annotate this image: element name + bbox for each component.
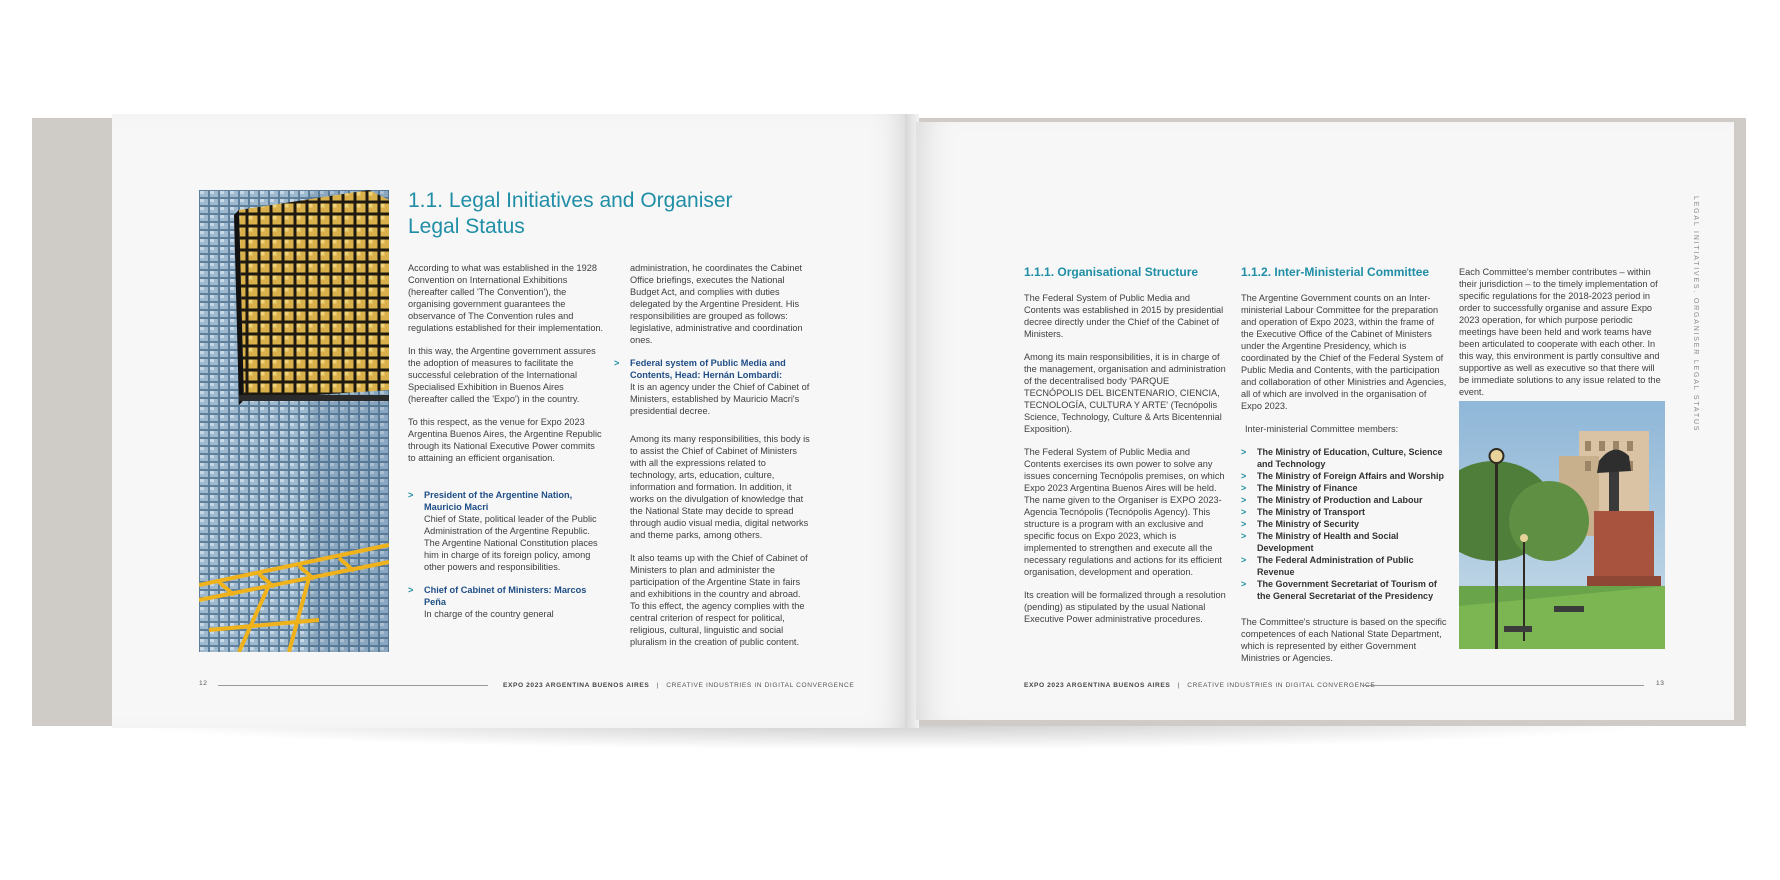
building-photo [199,190,389,652]
members-label: Inter-ministerial Committee members: [1245,424,1399,434]
left-column-1 [408,262,604,631]
right-column-2 [1241,266,1447,675]
list-item: > The Government Secretariat of Tourism of the General Secretariat of the Presidency [1241,579,1437,601]
paragraph: According to what was established in the 1928 Convention on International Exhibitions (hereafter called 'The Convention'), the organising government guarantees the observance of The Convention rules and regulations established for their implementation. [408,263,604,333]
page-number-left: 12 [199,680,208,687]
chevron-right-icon: > [1241,531,1247,541]
chevron-right-icon: > [1241,471,1247,481]
right-column-1 [1024,266,1229,636]
list-item: > The Ministry of Security [1241,519,1360,529]
paragraph: Among its many responsibilities, this body is to assist the Chief of Cabinet of Ministers with all the expressions related to technology, arts, education, culture, information and formation. In addition, it works on the divulgation of knowledge that the National State may decide to spread through audio visual media, digital networks and theme parks, among others. [630,434,810,540]
footer-rule [1362,685,1644,686]
chevron-right-icon: > [1241,483,1247,493]
bullet-federal-system: > Federal system of Public Media and Contents, Head: Hernán Lombardi: It is an agency under the Chief of Cabinet of Ministers, established by Mauricio Macri's presidential decree. [614,358,810,416]
section-title: 1.1.1. Organisational Structure [1024,265,1199,279]
chevron-right-icon: > [1241,447,1247,457]
park-photo [1459,401,1665,649]
section-title: 1.1.2. Inter-Ministerial Committee [1241,265,1430,279]
list-item: > The Ministry of Health and Social Development [1241,531,1399,553]
list-item: > The Ministry of Education, Culture, Science and Technology [1241,447,1443,469]
paragraph: To this respect, as the venue for Expo 2023 Argentina Buenos Aires, the Argentine Republic through its National Executive Power commits to attaining an efficient organisation. [408,417,602,463]
page-title: 1.1. Legal Initiatives and Organiser Legal Status [408,189,733,238]
page-number-right: 13 [1656,680,1665,687]
vertical-section-label: LEGAL INITIATIVES. ORGANISER LEGAL STATUS [1692,196,1699,433]
footer-left: EXPO 2023 ARGENTINA BUENOS AIRES | CREATIVE INDUSTRIES IN DIGITAL CONVERGENCE [503,682,855,689]
paragraph: The Committee's structure is based on the specific competences of each National State Department, which is represented by either Government Ministries or Agencies. [1241,617,1447,663]
paragraph: The Federal System of Public Media and Contents was established in 2015 by presidential decree directly under the Chief of the Cabinet of Ministers. [1024,293,1224,339]
paragraph: It also teams up with the Chief of Cabinet of Ministers to plan and administer the participation of the Argentine State in fairs and exhibitions in the country and abroad. To this effect, the agency complies with the central criterion of respect for political, religious, cultural, linguistic and social pluralism in the creation of public content. [630,553,808,647]
paragraph: The Argentine Government counts on an Inter-ministerial Labour Committee for the preparation and operation of Expo 2023, within the frame of the Executive Office of the Cabinet of Ministers under the Argentine Presidency, which is coordinated by the Chief of the Federal System of Public Media and Contents, with the participation and collaboration of other Ministries and Agencies, all of which are involved in the organisation of Expo 2023. [1241,293,1447,411]
chevron-right-icon: > [1241,507,1247,517]
paragraph: administration, he coordinates the Cabinet Office briefings, executes the National Budget Act, and complies with duties delegated by the Argentine President. His responsibilities are grouped as follows: legislative, administrative and coordination ones. [630,263,803,345]
bullet-chief-cabinet: > Chief of Cabinet of Ministers: Marcos Peña In charge of the country general [408,585,587,619]
paragraph: The Federal System of Public Media and Contents exercises its own power to solve any issues concerning Tecnópolis premises, on which Expo 2023 Argentina Buenos Aires will be held. The name given to the Organiser is EXPO 2023-Agencia Tecnópolis (Tecnópolis Agency). This structure is a program with an exclusive and specific focus on Expo 2023, which is implemented to strengthen and execute all the necessary regulations and actions for its efficient organisation, development and operation. [1024,447,1225,577]
bullet-president: > President of the Argentine Nation, Mauricio Macri Chief of State, political leader of the Public Administration of the Argentine Republic. The Argentine National Constitution places him in charge of its foreign policy, among other powers and responsibilities. [408,490,598,572]
paragraph: Among its main responsibilities, it is in charge of the management, organisation and administration of the decentralised body 'PARQUE TECNÓPOLIS DEL BICENTENARIO, CIENCIA, TECNOLOGÍA, CULTURA Y ARTE' (Tecnópolis Science, Technology, Culture & Arts Bicentennial Exposition). [1024,352,1226,434]
list-item: > The Federal Administration of Public Revenue [1241,555,1414,577]
chevron-right-icon: > [1241,519,1247,529]
list-item: > The Ministry of Production and Labour [1241,495,1423,505]
chevron-right-icon: > [1241,579,1247,589]
paragraph: In this way, the Argentine government assures the adoption of measures to facilitate the successful celebration of the International Specialised Exhibition in Buenos Aires (hereafter called the 'Expo') in the country. [408,346,596,404]
ministries-list [1241,446,1447,602]
chevron-right-icon: > [614,358,620,368]
right-column-3 [1459,266,1667,409]
paragraph: Each Committee's member contributes – within their jurisdiction – to the timely implementation of specific regulations for the 2018-2023 period in order to successfully organise and assure Expo 2023 operation, for which purpose periodic meetings have been held and work teams have been articulated to cooperate with each other. In this way, this environment is partly consultive and supportive as well as executive so that there will be immediate solutions to any issue related to the event. [1459,267,1661,397]
list-item: > The Ministry of Transport [1241,507,1366,517]
footer-rule [218,685,488,686]
footer-right: EXPO 2023 ARGENTINA BUENOS AIRES | CREATIVE INDUSTRIES IN DIGITAL CONVERGENCE [1024,682,1376,689]
chevron-right-icon: > [408,585,414,595]
chevron-right-icon: > [1241,495,1247,505]
list-item: > The Ministry of Foreign Affairs and Worship [1241,471,1445,481]
chevron-right-icon: > [408,490,414,500]
paragraph: Its creation will be formalized through a resolution (pending) as stipulated by the usual National Executive Power administrative procedures. [1024,590,1226,624]
list-item: > The Ministry of Finance [1241,483,1358,493]
chevron-right-icon: > [1241,555,1247,565]
left-column-2 [614,262,812,659]
